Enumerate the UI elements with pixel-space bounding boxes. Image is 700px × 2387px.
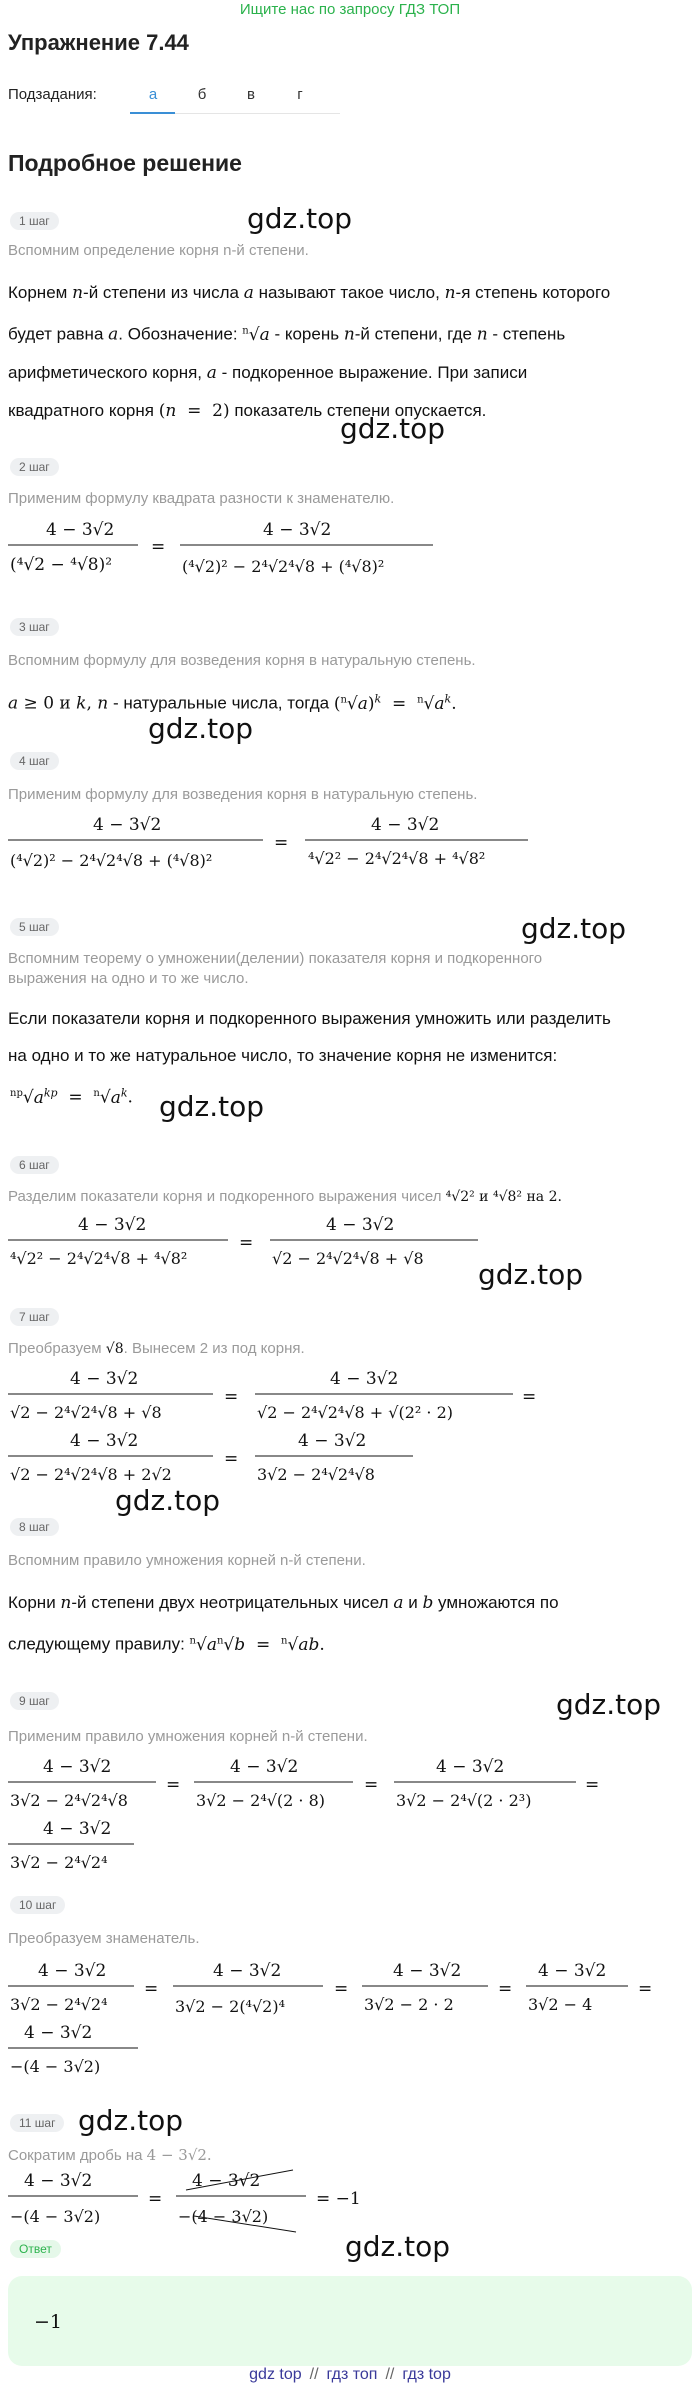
step-badge: 2 шаг — [10, 458, 59, 476]
step-hint: Сократим дробь на 4 − 3√2. — [8, 2146, 212, 2164]
tab-a[interactable]: а — [148, 86, 158, 103]
svg-text:3√2 − 2 · 2: 3√2 − 2 · 2 — [364, 1995, 454, 2014]
answer-box — [8, 2276, 692, 2366]
step-badge: 3 шаг — [10, 618, 59, 636]
svg-text:3√2 − 2(⁴√2)⁴: 3√2 − 2(⁴√2)⁴ — [175, 1997, 285, 2016]
svg-text:(⁴√2)² − 2⁴√2⁴√8 + (⁴√8)²: (⁴√2)² − 2⁴√2⁴√8 + (⁴√8)² — [10, 851, 213, 870]
svg-text:−(4 − 3√2): −(4 − 3√2) — [178, 2207, 269, 2226]
svg-text:3√2 − 4: 3√2 − 4 — [528, 1995, 593, 2014]
svg-text:√2 − 2⁴√2⁴√8 + 2√2: √2 − 2⁴√2⁴√8 + 2√2 — [10, 1465, 172, 1484]
svg-text:4 − 3√2: 4 − 3√2 — [78, 1215, 147, 1235]
hint-text: Преобразуем — [8, 1340, 102, 1357]
rule-line-2: следующему правилу: $^n√a^n√b = ^n√ab$. — [8, 1634, 325, 1655]
footer-separator: // — [385, 2366, 395, 2383]
svg-text:3√2 − 2⁴√(2 · 8): 3√2 − 2⁴√(2 · 8) — [196, 1791, 326, 1810]
step-badge: 7 шаг — [10, 1308, 59, 1326]
def-line-4: квадратного корня (n = 2) показатель степени опускается. — [8, 400, 487, 421]
svg-text:4 − 3√2: 4 − 3√2 — [24, 2023, 93, 2043]
formula-step-2 — [8, 510, 448, 590]
text-part: называют такое число, — [253, 283, 445, 302]
text-part: следующему правилу: — [8, 1634, 190, 1654]
rule-line-1: Корни n-й степени двух неотрицательных чисел a и b умножаются по — [8, 1593, 559, 1613]
svg-text:4 − 3√2: 4 − 3√2 — [38, 1961, 107, 1981]
footer-link[interactable]: гдз топ — [326, 2366, 378, 2383]
text-part: показатель степени опускается. — [229, 400, 487, 420]
hint-text: . Вынесем 2 из под корня. — [123, 1340, 305, 1357]
product-rule-text — [8, 1584, 688, 1664]
svg-text:=: = — [585, 1775, 600, 1795]
text-part: . Обозначение: — [118, 324, 243, 344]
footer-links — [0, 2366, 700, 2384]
svg-text:= −1: = −1 — [316, 2189, 361, 2209]
svg-text:4 − 3√2: 4 − 3√2 — [70, 1431, 139, 1451]
step-hint: Вспомним формулу для возведения корня в натуральную степень. — [8, 652, 476, 669]
step-hint: Преобразуем знаменатель. — [8, 1930, 200, 1947]
svg-text:=: = — [151, 537, 166, 557]
watermark: gdz.top — [115, 1484, 221, 1517]
step-badge: 8 шаг — [10, 1518, 59, 1536]
svg-text:4 − 3√2: 4 − 3√2 — [263, 520, 332, 540]
svg-text:√2 − 2⁴√2⁴√8 + √8: √2 − 2⁴√2⁴√8 + √8 — [10, 1403, 162, 1422]
formula-step-9 — [8, 1748, 608, 1888]
step-hint: Преобразуем √8. Вынесем 2 из под корня. — [8, 1340, 305, 1357]
text-part: - натуральные числа, тогда — [108, 693, 334, 713]
theorem-formula: $^{np}√a^{kp} = ^n√a^k$. — [10, 1086, 133, 1108]
text-part: квадратного корня — [8, 400, 159, 420]
subtasks-label: Подзадания: — [8, 86, 97, 103]
watermark: gdz.top — [340, 412, 446, 445]
watermark: gdz.top — [556, 1688, 662, 1721]
step-hint: Применим формулу квадрата разности к знаменателю. — [8, 490, 395, 507]
hint-text: Сократим дробь на — [8, 2147, 143, 2164]
tab-g[interactable]: г — [297, 86, 303, 103]
formula-step-6 — [8, 1206, 528, 1286]
text-part: будет равна — [8, 324, 109, 344]
watermark: gdz.top — [345, 2230, 451, 2263]
tab-v[interactable]: в — [247, 86, 255, 103]
tab-b[interactable]: б — [197, 86, 207, 103]
watermark: gdz.top — [78, 2104, 184, 2137]
answer-badge: Ответ — [10, 2240, 61, 2258]
svg-text:4 − 3√2: 4 − 3√2 — [24, 2171, 93, 2191]
svg-text:3√2 − 2⁴√2⁴√8: 3√2 − 2⁴√2⁴√8 — [257, 1465, 375, 1484]
formula-step-4 — [8, 806, 568, 886]
svg-text:=: = — [334, 1979, 349, 1999]
svg-text:4 − 3√2: 4 − 3√2 — [538, 1961, 607, 1981]
def-line-2: будет равна a. Обозначение: $^n$√a - корень n-й степени, где n - степень — [8, 324, 566, 345]
text-part: -я степень которого — [455, 283, 611, 302]
power-rule-text: a ≥ 0 и k, n - натуральные числа, тогда $(^n√a)^k = ^n√a^k$. — [8, 692, 457, 714]
watermark: gdz.top — [247, 202, 353, 235]
step-hint: Вспомним правило умножения корней n-й степени. — [8, 1552, 366, 1569]
formula-step-10 — [8, 1952, 688, 2092]
text-part: -й степени, где — [354, 324, 477, 344]
text-part: - корень — [269, 324, 344, 344]
text-part: Корни — [8, 1593, 61, 1612]
svg-text:4 − 3√2: 4 − 3√2 — [192, 2171, 261, 2191]
footer-link[interactable]: гдз top — [402, 2366, 451, 2383]
svg-text:(⁴√2 − ⁴√8)²: (⁴√2 − ⁴√8)² — [10, 555, 113, 575]
svg-text:4 − 3√2: 4 − 3√2 — [298, 1431, 367, 1451]
theorem-line: на одно и то же натуральное число, то значение корня не изменится: — [8, 1046, 558, 1065]
svg-text:=: = — [274, 833, 289, 853]
step-hint: Применим формулу для возведения корня в натуральную степень. — [8, 786, 478, 803]
footer-link[interactable]: gdz top — [249, 2366, 302, 2383]
svg-text:−(4 − 3√2): −(4 − 3√2) — [10, 2207, 101, 2226]
hint-text: Разделим показатели корня и подкоренного выражения чисел — [8, 1188, 442, 1205]
svg-text:4 − 3√2: 4 − 3√2 — [393, 1961, 462, 1981]
definition-text — [8, 274, 688, 430]
text-part: - подкоренное выражение. При записи — [216, 362, 528, 382]
svg-text:4 − 3√2: 4 − 3√2 — [326, 1215, 395, 1235]
step-badge: 6 шаг — [10, 1156, 59, 1174]
svg-text:⁴√2² − 2⁴√2⁴√8 + ⁴√8²: ⁴√2² − 2⁴√2⁴√8 + ⁴√8² — [308, 849, 486, 868]
step-hint: выражения на одно и то же число. — [8, 970, 249, 987]
text-part: арифметического корня, — [8, 362, 207, 382]
svg-text:=: = — [522, 1387, 537, 1407]
svg-text:=: = — [148, 2189, 163, 2209]
hint-text: Вспомним определение корня n-й степени. — [8, 242, 309, 259]
watermark: gdz.top — [478, 1258, 584, 1291]
svg-text:4 − 3√2: 4 − 3√2 — [43, 1819, 112, 1839]
svg-text:⁴√2² − 2⁴√2⁴√8 + ⁴√8²: ⁴√2² − 2⁴√2⁴√8 + ⁴√8² — [10, 1249, 188, 1268]
svg-text:=: = — [224, 1449, 239, 1469]
svg-text:=: = — [498, 1979, 513, 1999]
def-line-3: арифметического корня, a - подкоренное выражение. При записи — [8, 362, 528, 383]
text-part: - степень — [487, 324, 566, 344]
svg-text:=: = — [144, 1979, 159, 1999]
text-part: -й степени из числа — [83, 283, 244, 302]
text-part: умножаются по — [433, 1593, 559, 1612]
svg-text:4 − 3√2: 4 − 3√2 — [46, 520, 115, 540]
watermark: gdz.top — [159, 1090, 265, 1123]
svg-text:=: = — [224, 1387, 239, 1407]
svg-text:−(4 − 3√2): −(4 − 3√2) — [10, 2057, 101, 2076]
search-banner: Ищите нас по запросу ГДЗ ТОП — [239, 1, 461, 18]
step-badge: 11 шаг — [10, 2114, 64, 2132]
svg-text:4 − 3√2: 4 − 3√2 — [436, 1757, 505, 1777]
formula-step-7 — [8, 1360, 568, 1500]
svg-text:4 − 3√2: 4 − 3√2 — [330, 1369, 399, 1389]
answer-value: −1 — [34, 2311, 63, 2333]
theorem-text — [8, 1000, 688, 1074]
svg-text:4 − 3√2: 4 − 3√2 — [70, 1369, 139, 1389]
theorem-line: Если показатели корня и подкоренного выражения умножить или разделить — [8, 1009, 611, 1028]
step-badge: 10 шаг — [10, 1896, 65, 1914]
step-badge: 1 шаг — [10, 212, 59, 230]
def-line-1: Корнем n-й степени из числа a называют такое число, n-я степень которого — [8, 283, 611, 303]
svg-text:4 − 3√2: 4 − 3√2 — [213, 1961, 282, 1981]
svg-text:√2 − 2⁴√2⁴√8 + √8: √2 − 2⁴√2⁴√8 + √8 — [272, 1249, 424, 1268]
text-part: Корнем — [8, 283, 73, 302]
step-badge: 4 шаг — [10, 752, 59, 770]
svg-text:4 − 3√2: 4 − 3√2 — [93, 815, 162, 835]
section-title: Подробное решение — [8, 150, 242, 176]
page-title: Упражнение 7.44 — [8, 30, 189, 55]
svg-text:=: = — [364, 1775, 379, 1795]
formula-step-11 — [8, 2160, 448, 2240]
svg-text:4 − 3√2: 4 − 3√2 — [43, 1757, 112, 1777]
svg-text:3√2 − 2⁴√2⁴: 3√2 − 2⁴√2⁴ — [10, 1995, 108, 2014]
svg-text:=: = — [638, 1979, 653, 1999]
svg-text:4 − 3√2: 4 − 3√2 — [230, 1757, 299, 1777]
svg-text:√2 − 2⁴√2⁴√8 + √(2² · 2): √2 − 2⁴√2⁴√8 + √(2² · 2) — [257, 1403, 453, 1422]
svg-text:=: = — [239, 1233, 254, 1253]
footer-separator: // — [309, 2366, 319, 2383]
watermark: gdz.top — [521, 912, 627, 945]
text-part: -й степени двух неотрицательных чисел — [71, 1593, 394, 1612]
step-hint: Разделим показатели корня и подкоренного выражения чисел ⁴√2² и ⁴√8² на 2. — [8, 1188, 562, 1205]
svg-text:(⁴√2)² − 2⁴√2⁴√8 + (⁴√8)²: (⁴√2)² − 2⁴√2⁴√8 + (⁴√8)² — [182, 557, 385, 576]
watermark: gdz.top — [148, 712, 254, 745]
step-hint: Применим правило умножения корней n-й степени. — [8, 1728, 368, 1745]
step-badge: 5 шаг — [10, 918, 59, 936]
svg-text:3√2 − 2⁴√2⁴: 3√2 − 2⁴√2⁴ — [10, 1853, 108, 1872]
step-badge: 9 шаг — [10, 1692, 59, 1710]
active-tab-indicator — [130, 112, 175, 114]
svg-text:3√2 − 2⁴√2⁴√8: 3√2 − 2⁴√2⁴√8 — [10, 1791, 128, 1810]
text-part: и — [403, 1593, 423, 1612]
step-hint: Вспомним теорему о умножении(делении) показателя корня и подкоренного — [8, 950, 543, 967]
step-hint — [8, 242, 309, 259]
svg-text:=: = — [166, 1775, 181, 1795]
svg-text:4 − 3√2: 4 − 3√2 — [371, 815, 440, 835]
svg-text:3√2 − 2⁴√(2 · 2³): 3√2 − 2⁴√(2 · 2³) — [396, 1791, 532, 1810]
